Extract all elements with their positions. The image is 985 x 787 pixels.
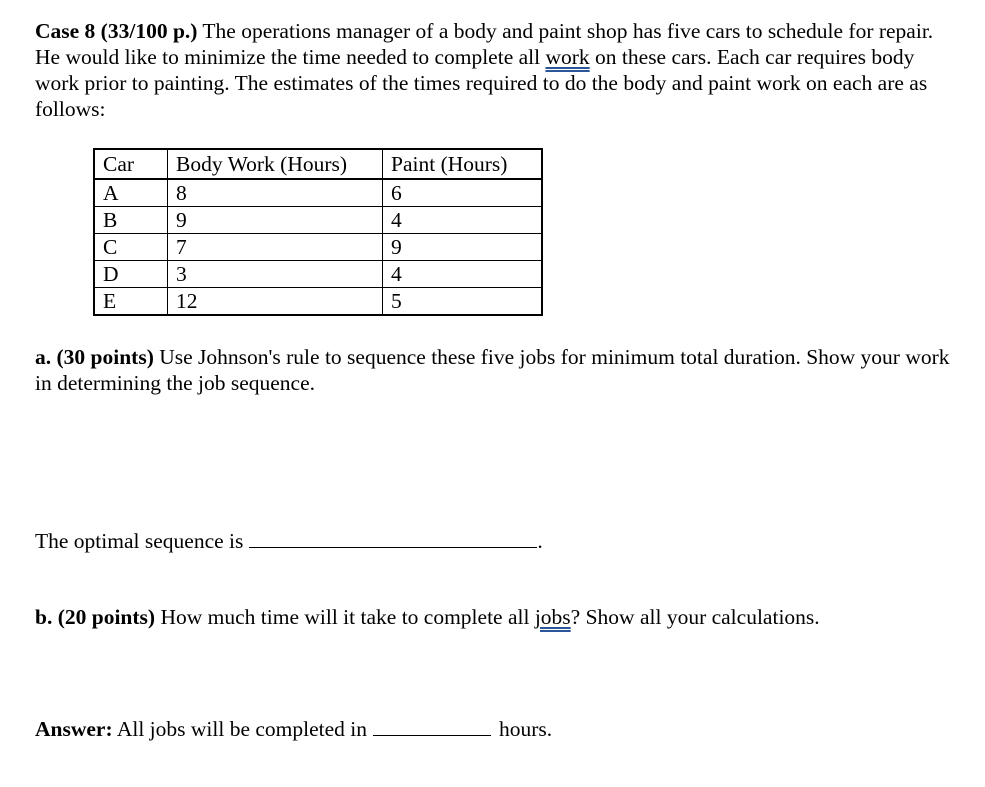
cell-paint: 4 [383, 261, 543, 288]
cell-car: A [94, 179, 168, 207]
cell-paint: 6 [383, 179, 543, 207]
answer-label: Answer: [35, 717, 113, 741]
repair-times-table [93, 148, 543, 316]
cell-car: B [94, 207, 168, 234]
optimal-sequence-period: . [537, 529, 543, 553]
table-header-row [94, 149, 542, 179]
intro-text-part1: The operations manager of a body and paint shop has five cars to schedule for repair. He would like to minimize the time needed to complete all [35, 19, 934, 69]
part-a-text: Use Johnson's rule to sequence these five jobs for minimum total duration. Show your work in determining the job sequence. [35, 345, 950, 395]
cell-body-work: 7 [168, 234, 383, 261]
intro-text-part2: on these cars. Each car requires body work prior to painting. The estimates of the times required to do the body and paint work on each are as follows: [35, 45, 928, 121]
cell-car: E [94, 288, 168, 316]
table-row [94, 288, 542, 316]
optimal-sequence-blank[interactable] [249, 527, 537, 548]
cell-paint: 4 [383, 207, 543, 234]
header-body-work: Body Work (Hours) [168, 149, 383, 179]
cell-body-work: 12 [168, 288, 383, 316]
table-row [94, 179, 542, 207]
optimal-sequence-line [35, 527, 965, 554]
cell-paint: 5 [383, 288, 543, 316]
cell-car: C [94, 234, 168, 261]
part-b-flagged-word[interactable]: jobs [534, 605, 571, 629]
case-heading: Case 8 (33/100 p.) [35, 19, 198, 43]
part-b-text-part1: How much time will it take to complete all [155, 605, 535, 629]
cell-car: D [94, 261, 168, 288]
answer-text: All jobs will be completed in [112, 717, 368, 741]
answer-hours-blank[interactable] [373, 715, 491, 736]
table-row [94, 234, 542, 261]
answer-line [35, 715, 965, 742]
table-row [94, 261, 542, 288]
header-car: Car [94, 149, 168, 179]
cell-body-work: 8 [168, 179, 383, 207]
cell-paint: 9 [383, 234, 543, 261]
case-intro-paragraph [35, 18, 960, 122]
table-row [94, 207, 542, 234]
part-b-label: b. (20 points) [35, 605, 156, 629]
optimal-sequence-label: The optimal sequence is [35, 529, 244, 553]
part-b-question [35, 604, 965, 630]
cell-body-work: 3 [168, 261, 383, 288]
answer-unit: hours. [499, 717, 553, 741]
header-paint: Paint (Hours) [383, 149, 543, 179]
part-a-label: a. (30 points) [35, 345, 154, 369]
part-a-question [35, 344, 965, 396]
part-b-text-part2: ? Show all your calculations. [570, 605, 820, 629]
cell-body-work: 9 [168, 207, 383, 234]
intro-flagged-word[interactable]: work [545, 45, 590, 69]
